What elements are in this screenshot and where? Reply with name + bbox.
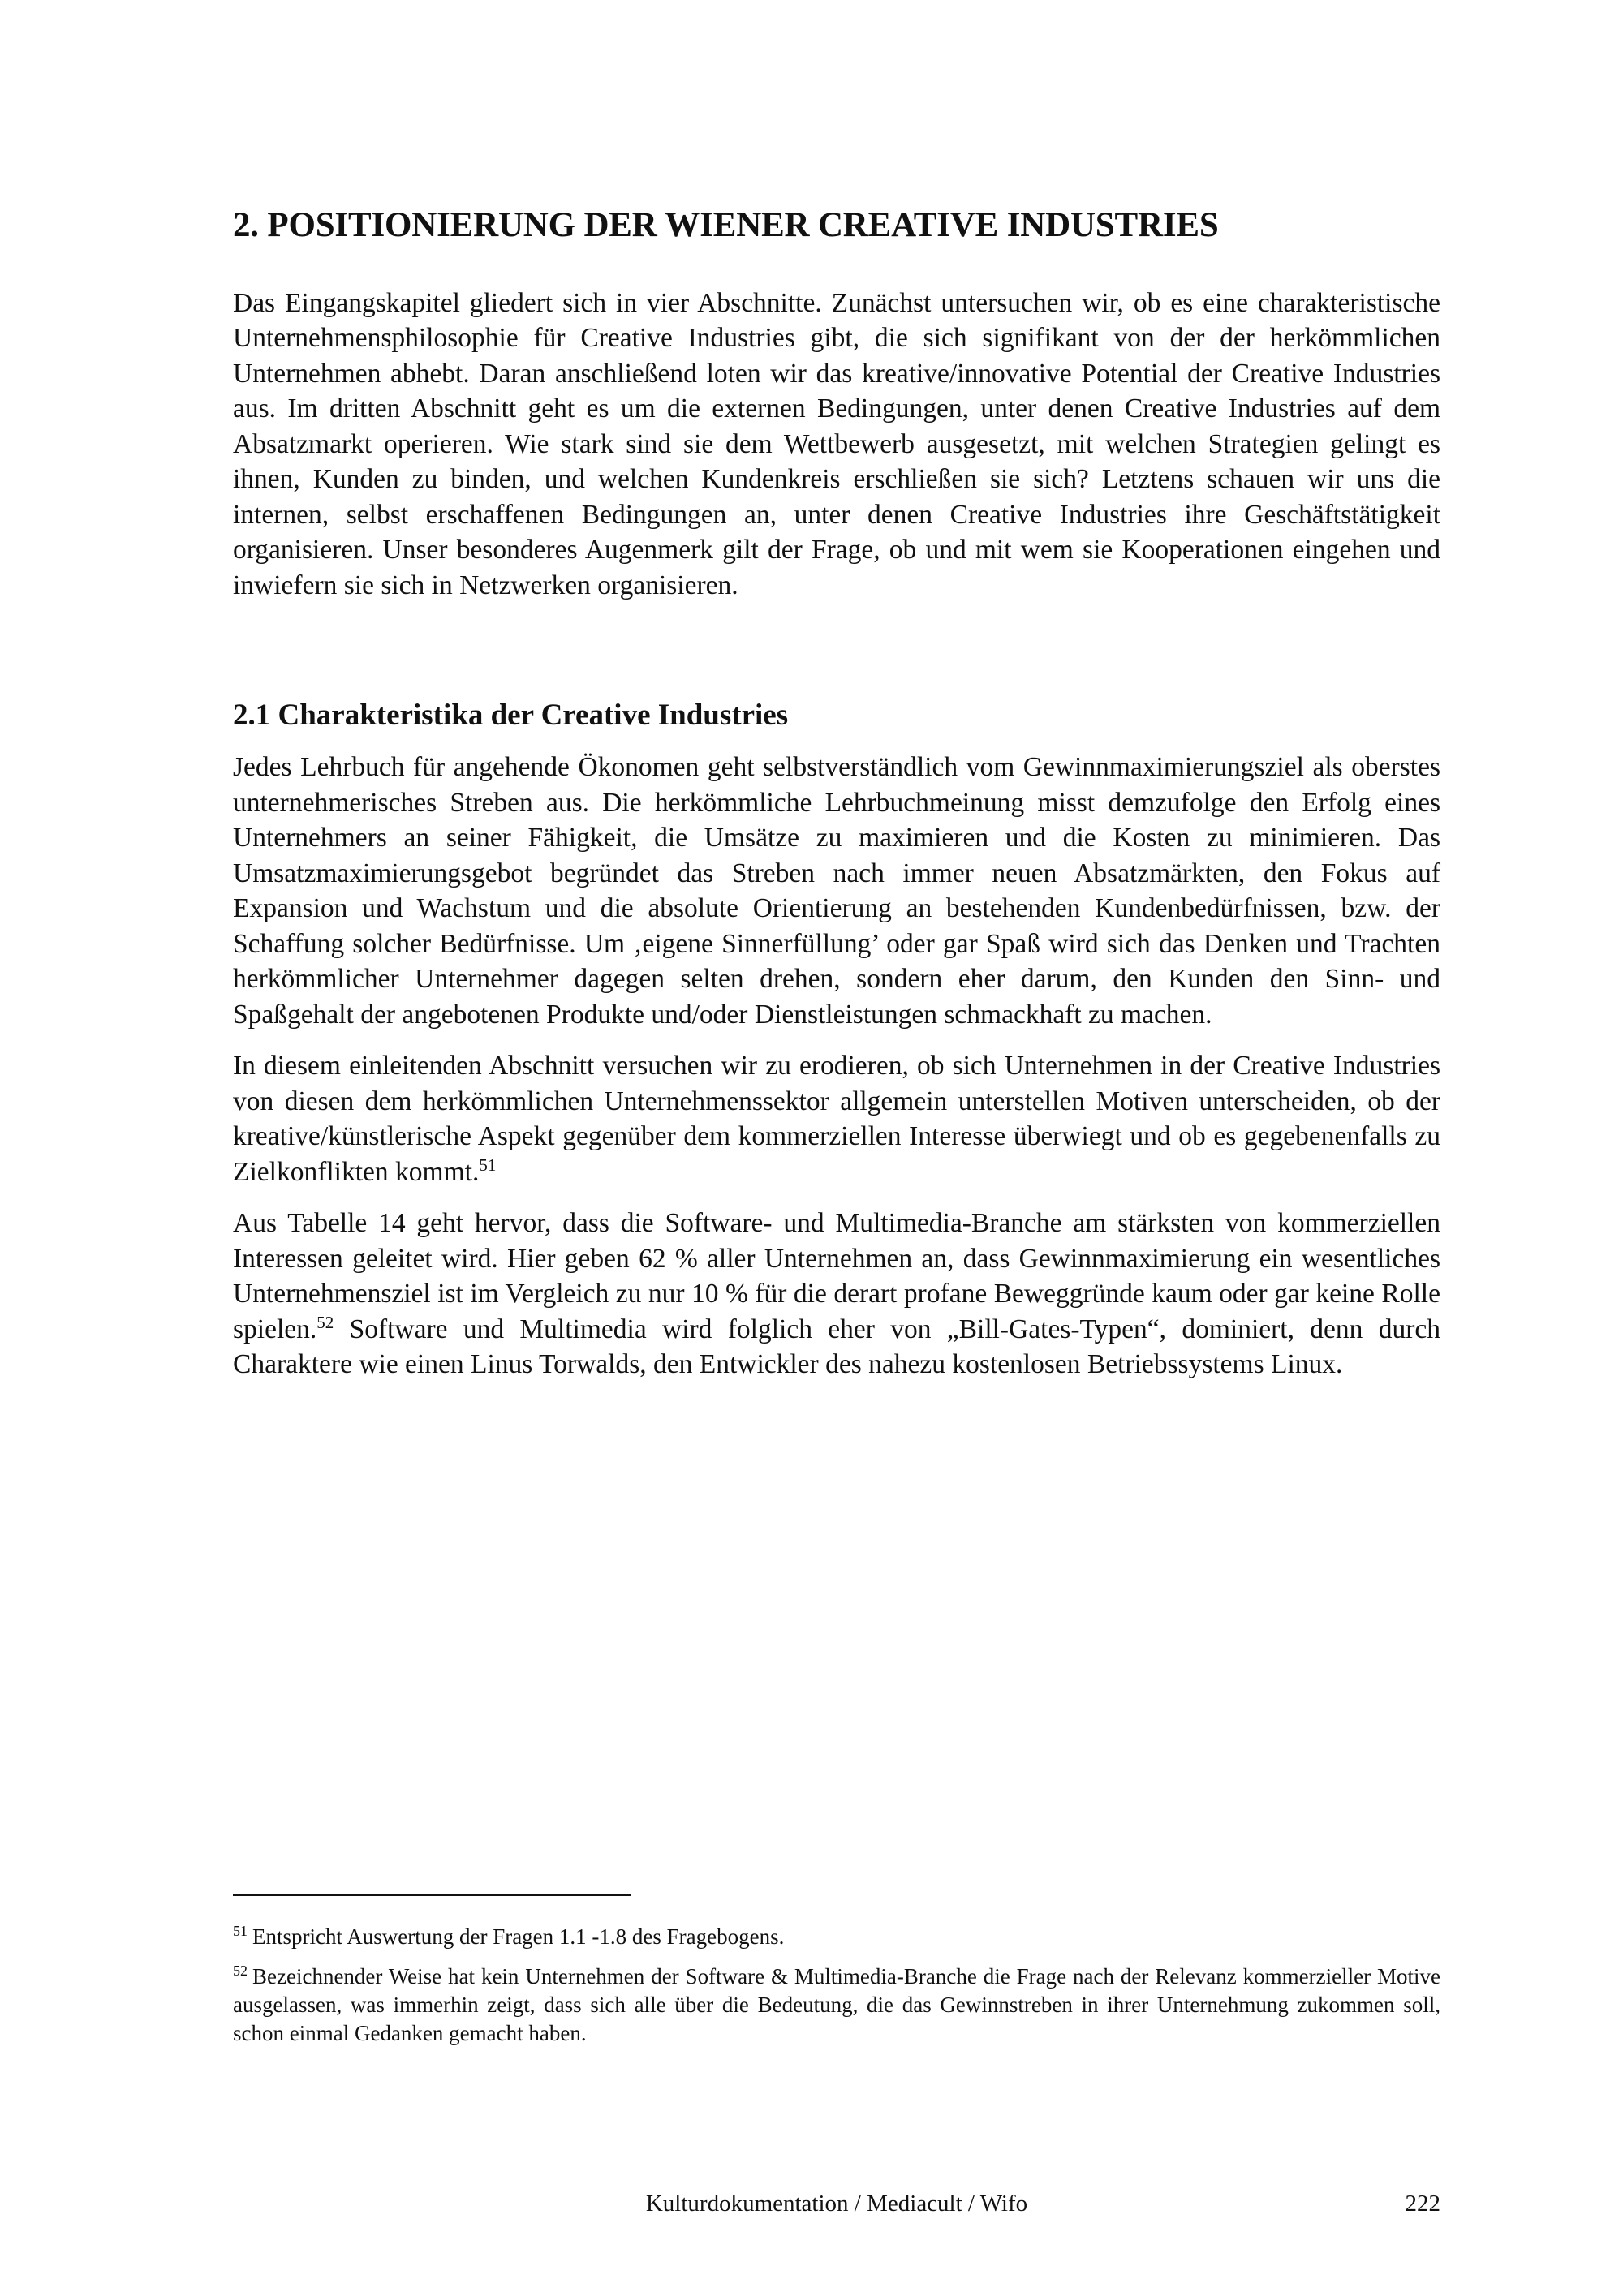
section-paragraph-1: Jedes Lehrbuch für angehende Ökonomen geht selbstverständlich vom Gewinnmaximierungsziel als oberstes unternehmerisches Streben aus. Die herkömmliche Lehrbuchmeinung misst demzufolge den Erfolg eines Unternehmers an seiner Fähigkeit, die Umsätze zu maximieren und die Kosten zu minimieren. Das Umsatzmaximierungsgebot begründet das Streben nach immer neuen Absatzmärkten, den Fokus auf Expansion und Wachstum und die absolute Orientierung an bestehenden Kundenbedürfnissen, bzw. der Schaffung solcher Bedürfnisse. Um ‚eigene Sinnerfüllung’ oder gar Spaß wird sich das Denken und Trachten herkömmlicher Unternehmer dagegen selten drehen, sondern eher darum, den Kunden den Sinn- und Spaßgehalt der angebotenen Produkte und/oder Dienstleistungen schmackhaft zu machen. — [233, 752, 1440, 1030]
footnote-number: 51 — [233, 1923, 248, 1939]
footnotes — [233, 1923, 1440, 2059]
chapter-title: 2. POSITIONIERUNG DER WIENER CREATIVE INDUSTRIES — [233, 206, 1219, 244]
page-footer — [233, 2187, 1440, 2220]
main-content — [233, 204, 1440, 1399]
section-paragraph-3 — [233, 1206, 1440, 1382]
chapter-intro-paragraph: Das Eingangskapitel gliedert sich in vier Abschnitte. Zunächst untersuchen wir, ob es eine charakteristische Unternehmensphilosophie für Creative Industries gibt, die sich signifikant von der der herkömmlichen Unternehmen abhebt. Daran anschließend loten wir das kreative/innovative Potential der Creative Industries aus. Im dritten Abschnitt geht es um die externen Bedingungen, unter denen Creative Industries auf dem Absatzmarkt operieren. Wie stark sind sie dem Wettbewerb ausgesetzt, mit welchen Strategien gelingt es ihnen, Kunden zu binden, und welchen Kundenkreis erschließen sie sich? Letztens schauen wir uns die internen, selbst erschaffenen Bedingungen an, unter denen Creative Industries ihre Geschäftstätigkeit organisieren. Unser besonderes Augenmerk gilt der Frage, ob und mit wem sie Kooperationen eingehen und inwiefern sie sich in Netzwerken organisieren. — [233, 287, 1440, 600]
section-title: 2.1 Charakteristika der Creative Industries — [233, 699, 789, 733]
page-number: 222 — [1405, 2191, 1440, 2216]
footnote-number: 52 — [233, 1963, 248, 1979]
section-paragraph-2 — [233, 1048, 1440, 1189]
footnote-text: Bezeichnender Weise hat kein Unternehmen der Software & Multimedia-Branche die Frage nach der Relevanz kommerzieller Motive ausgelassen, was immerhin zeigt, dass sich alle über die Bedeutung, die das Gewinnstreben in ihrer Unternehmung zukommen soll, schon einmal Gedanken gemacht haben. — [233, 1964, 1440, 2045]
footnote-51 — [233, 1923, 1440, 1951]
footnote-separator — [233, 1894, 631, 1896]
section-paragraph-3-text-b: Software und Multimedia wird folglich eher von „Bill-Gates-Typen“, dominiert, denn durch Charaktere wie einen Linus Torwalds, den Entwickler des nahezu kostenlosen Betriebssystems Linux. — [233, 1314, 1440, 1380]
footnote-reference-52[interactable]: 52 — [316, 1312, 334, 1332]
footnote-text: Entspricht Auswertung der Fragen 1.1 -1.8 des Fragebogens. — [252, 1924, 785, 1949]
section-paragraph-3-text-a: Aus Tabelle 14 geht hervor, dass die Software- und Multimedia-Branche am stärksten von kommerziellen Interessen geleitet wird. Hier geben 62 % aller Unternehmen an, dass Gewinnmaximierung ein wesentliches Unternehmensziel ist im Vergleich zu nur 10 % für die derart profane Beweggründe kaum oder gar keine Rolle spielen. — [233, 1208, 1440, 1344]
section-paragraph-2-text: In diesem einleitenden Abschnitt versuchen wir zu erodieren, ob sich Unternehmen in der Creative Industries von diesen dem herkömmlichen Unternehmenssektor allgemein unterstellen Motiven unterscheiden, ob der kreative/künstlerische Aspekt gegenüber dem kommerziellen Interesse überwiegt und ob es gegebenenfalls zu Zielkonflikten kommt. — [233, 1051, 1440, 1187]
footer-source: Kulturdokumentation / Mediacult / Wifo — [645, 2191, 1028, 2216]
footnote-52 — [233, 1963, 1440, 2048]
footnote-reference-51[interactable]: 51 — [479, 1154, 497, 1175]
